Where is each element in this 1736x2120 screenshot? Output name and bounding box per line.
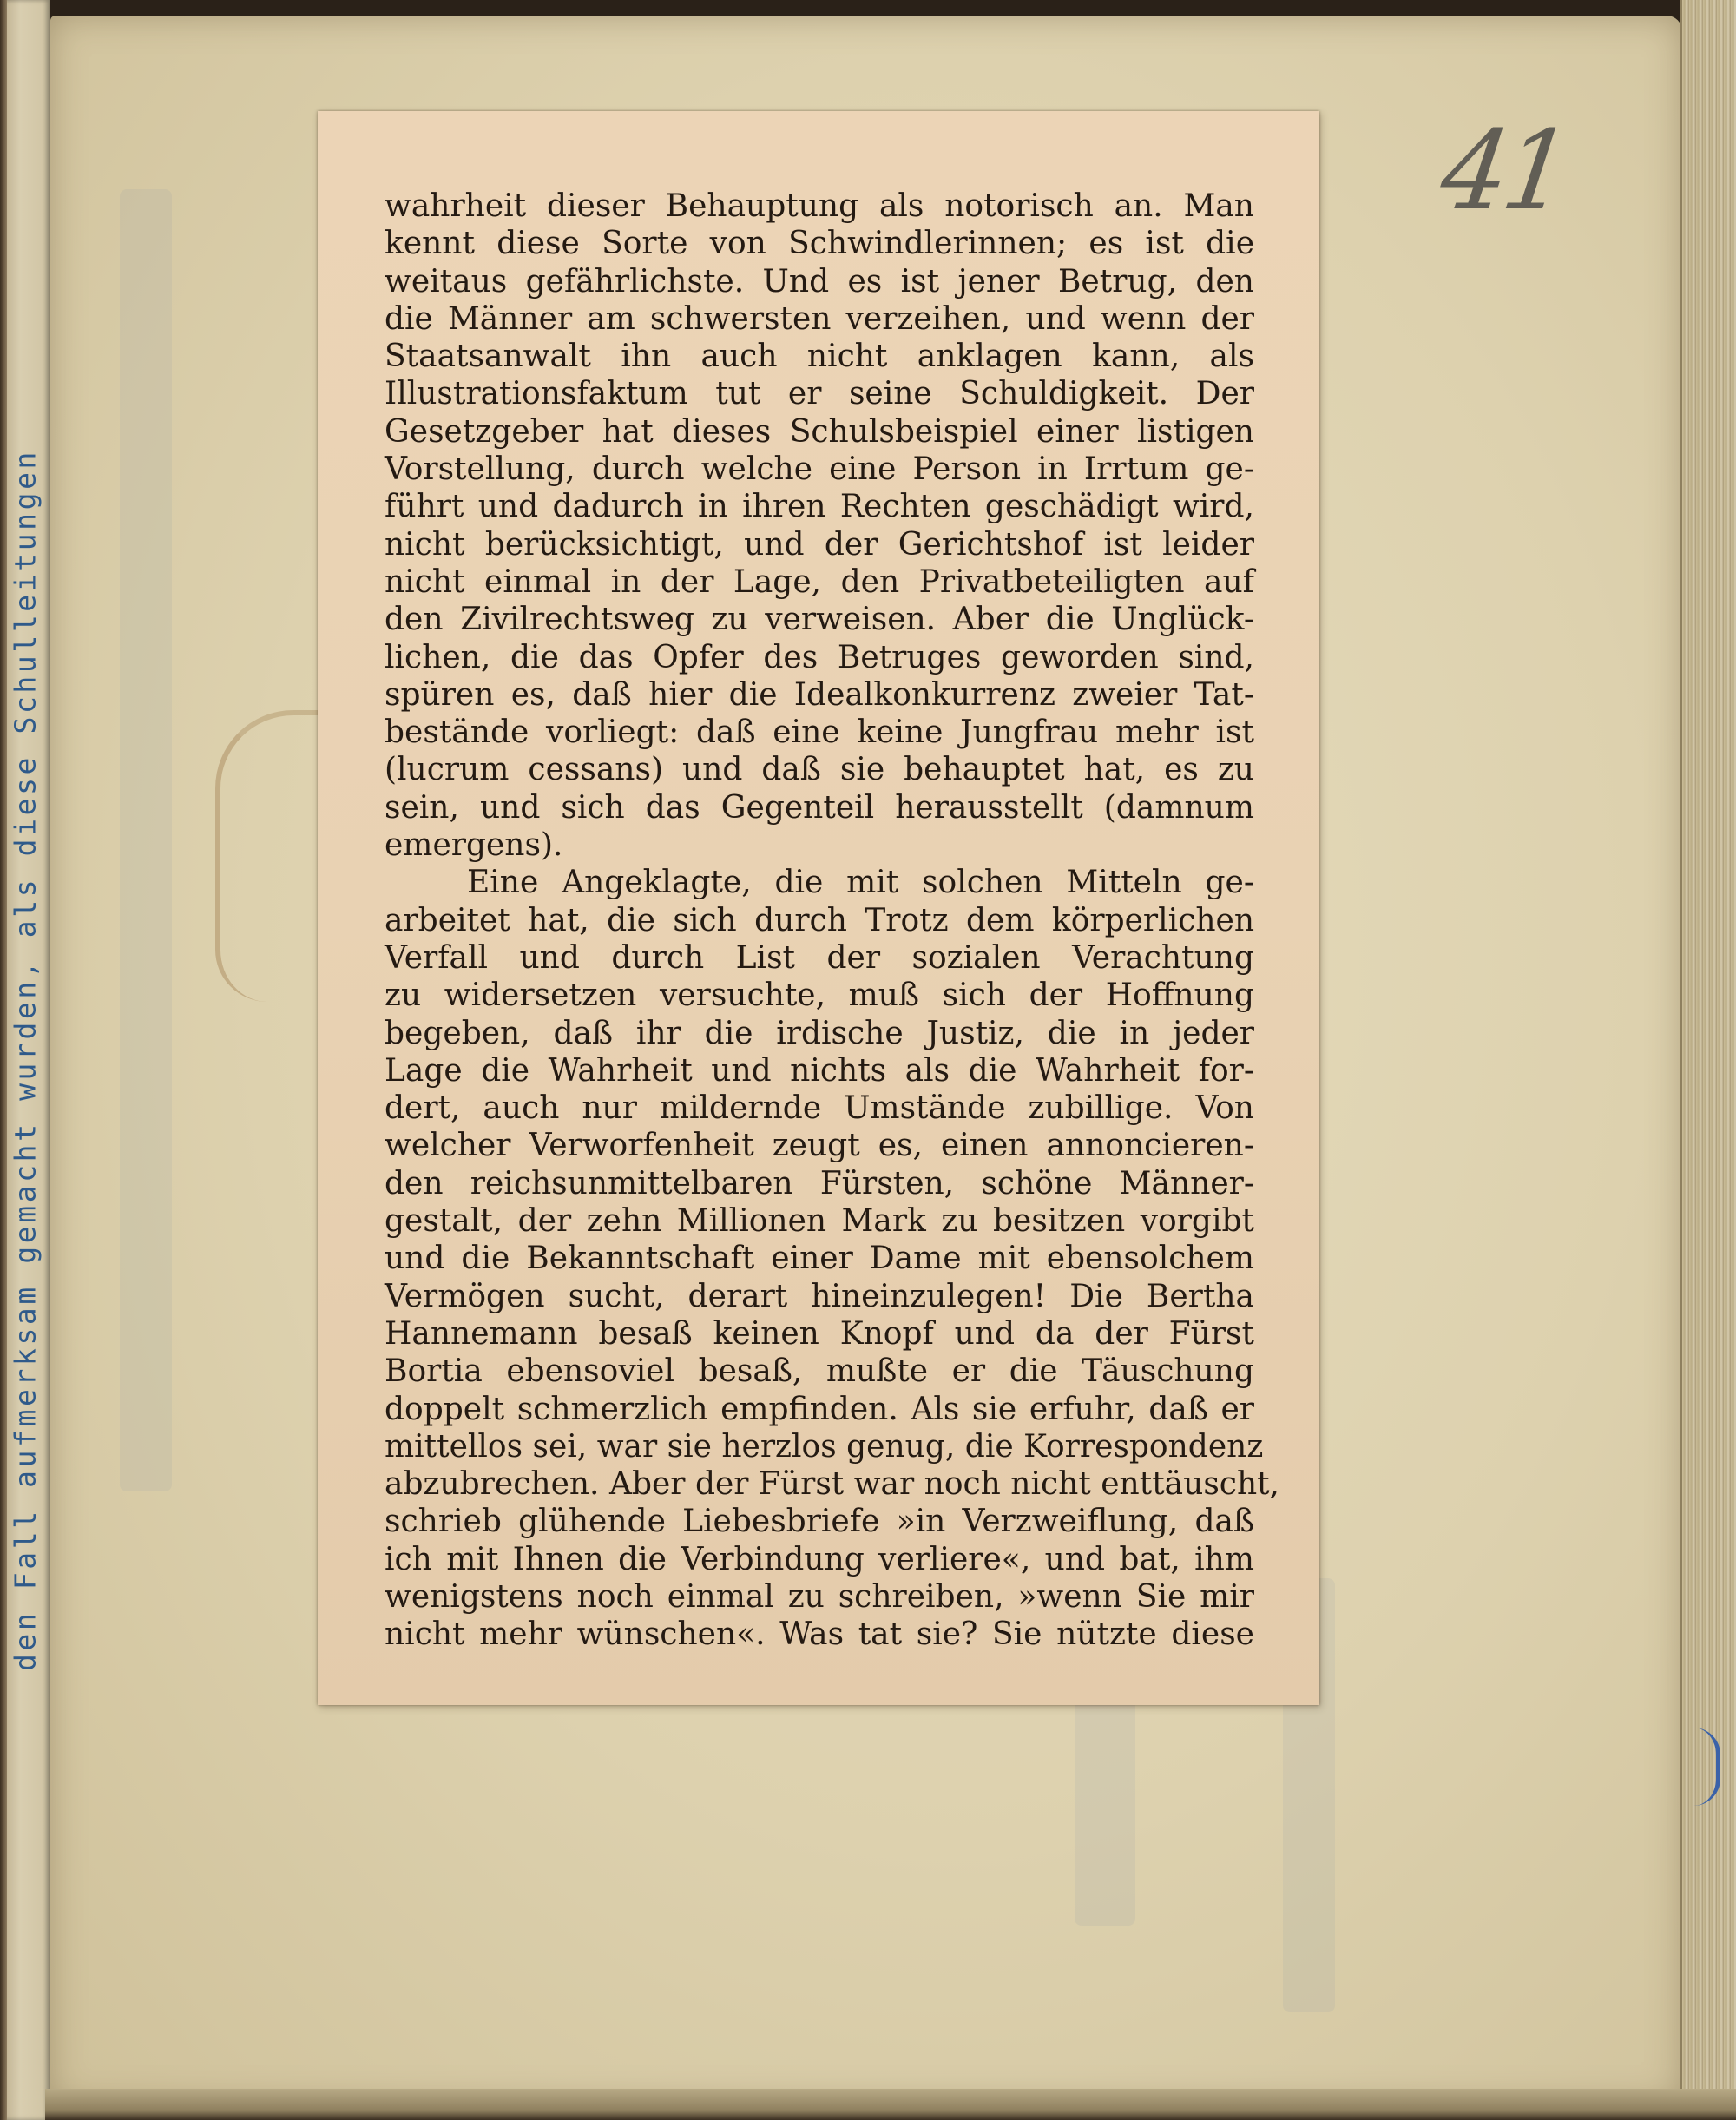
text-line: arbeitet hat, die sich durch Trotz dem körperlichen bbox=[385, 902, 1254, 938]
text-line: Staatsanwalt ihn auch nicht anklagen kann, als bbox=[385, 339, 1254, 375]
text-line: mittellos sei, war sie herzlos genug, die Korrespondenz bbox=[385, 1428, 1264, 1465]
previous-page-strip bbox=[0, 0, 50, 2120]
page-edges-right bbox=[1680, 0, 1736, 2120]
text-line: begeben, daß ihr die irdische Justiz, die in jeder bbox=[385, 1015, 1254, 1051]
text-line: lichen, die das Opfer des Betruges geworden sind, bbox=[385, 639, 1254, 675]
text-line: kennt diese Sorte von Schwindlerinnen; es ist die bbox=[385, 226, 1254, 262]
text-line: bestände vorliegt: daß eine keine Jungfrau mehr ist bbox=[385, 714, 1254, 751]
page-edges-bottom bbox=[45, 2089, 1736, 2120]
text-line: abzubrechen. Aber der Fürst war noch nicht enttäuscht, bbox=[385, 1466, 1280, 1503]
text-line: spüren es, daß hier die Idealkonkurrenz zweier Tat- bbox=[385, 676, 1254, 713]
text-line: Hannemann besaß keinen Knopf und da der Fürst bbox=[385, 1315, 1254, 1352]
text-line: welcher Verworfenheit zeugt es, einen annoncieren- bbox=[385, 1128, 1254, 1164]
text-line: den reichsunmittelbaren Fürsten, schöne Männer- bbox=[385, 1165, 1254, 1202]
text-line: ich mit Ihnen die Verbindung verliere«, und bat, ihm bbox=[385, 1541, 1254, 1577]
strip-typed-text: den Fall aufmerksam gemacht wurden, als diese Schulleitungen bbox=[8, 448, 43, 1672]
text-line: Eine Angeklagte, die mit solchen Mitteln ge- bbox=[467, 865, 1254, 901]
text-line: doppelt schmerzlich empfinden. Als sie erfuhr, daß er bbox=[385, 1391, 1254, 1427]
text-line: gestalt, der zehn Millionen Mark zu besitzen vorgibt bbox=[385, 1203, 1254, 1240]
handwritten-page-number: 41 bbox=[1433, 108, 1574, 235]
text-line: Illustrationsfaktum tut er seine Schuldigkeit. Der bbox=[385, 376, 1254, 412]
text-line: Vermögen sucht, derart hineinzulegen! Die Bertha bbox=[385, 1278, 1254, 1314]
text-line: führt und dadurch in ihren Rechten geschädigt wird, bbox=[385, 489, 1254, 525]
text-line: wenigstens noch einmal zu schreiben, »wenn Sie mir bbox=[385, 1578, 1254, 1615]
text-line: Lage die Wahrheit und nichts als die Wahrheit for- bbox=[385, 1052, 1254, 1089]
text-line: dert, auch nur mildernde Umstände zubillige. Von bbox=[385, 1090, 1254, 1127]
text-line: nicht berücksichtigt, und der Gerichtshof ist leider bbox=[385, 526, 1254, 563]
newspaper-clipping bbox=[318, 111, 1319, 1705]
text-line: die Männer am schwersten verzeihen, und wenn der bbox=[385, 300, 1254, 337]
text-line: (lucrum cessans) und daß sie behauptet hat, es zu bbox=[385, 752, 1254, 788]
text-line: Vorstellung, durch welche eine Person in Irrtum ge- bbox=[385, 451, 1254, 488]
text-line: den Zivilrechtsweg zu verweisen. Aber die Unglück- bbox=[385, 602, 1254, 638]
clipping-text bbox=[385, 188, 1280, 1654]
text-line: schrieb glühende Liebesbriefe »in Verzweiflung, daß bbox=[385, 1504, 1254, 1540]
text-line: nicht mehr wünschen«. Was tat sie? Sie nützte diese bbox=[385, 1616, 1254, 1653]
text-line: und die Bekanntschaft einer Dame mit ebensolchem bbox=[385, 1241, 1254, 1277]
book-binding bbox=[0, 0, 7, 2120]
text-line: wahrheit dieser Behauptung als notorisch an. Man bbox=[385, 188, 1254, 224]
text-line: Gesetzgeber hat dieses Schulsbeispiel einer listigen bbox=[385, 413, 1254, 450]
text-line: weitaus gefährlichste. Und es ist jener Betrug, den bbox=[385, 263, 1254, 300]
text-line: sein, und sich das Gegenteil herausstellt (damnum bbox=[385, 789, 1254, 826]
text-line: Verfall und durch List der sozialen Verachtung bbox=[385, 939, 1254, 976]
text-line: Bortia ebensoviel besaß, mußte er die Täuschung bbox=[385, 1353, 1254, 1390]
text-line: nicht einmal in der Lage, den Privatbeteiligten auf bbox=[385, 563, 1254, 600]
text-line: zu widersetzen versuchte, muß sich der Hoffnung bbox=[385, 978, 1254, 1014]
bleed-through-mark bbox=[120, 189, 172, 1491]
text-line: emergens). bbox=[385, 827, 563, 864]
